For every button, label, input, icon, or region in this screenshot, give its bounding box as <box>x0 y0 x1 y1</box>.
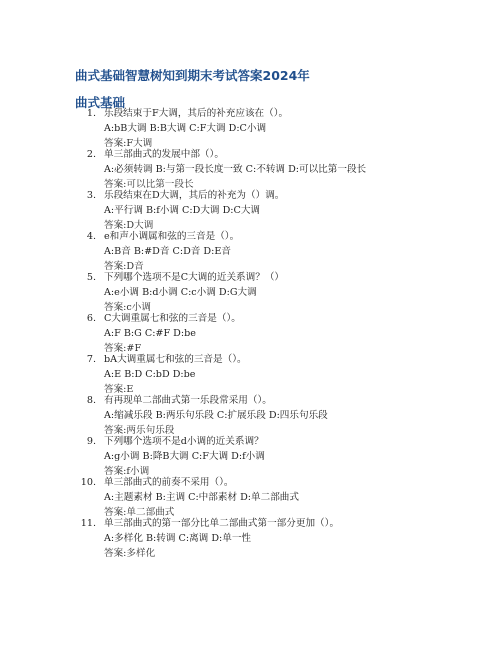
question-item <box>0 475 500 516</box>
question-options: A:主题素材 B:主调 C:中部素材 D:单二部曲式 <box>104 492 299 503</box>
question-list <box>0 106 500 557</box>
question-item <box>0 434 500 475</box>
question-answer: 答案:F大调 <box>104 138 153 149</box>
document-title: 曲式基础智慧树知到期末考试答案2024年 <box>75 68 310 83</box>
question-text: 乐段结束在D大调，其后的补充为（）调。 <box>104 190 285 201</box>
question-number: 6. <box>86 313 96 324</box>
question-options: A:多样化 B:转调 C:离调 D:单一性 <box>104 533 252 544</box>
question-number: 9. <box>86 436 96 447</box>
question-item <box>0 311 500 352</box>
question-number: 5. <box>86 272 96 283</box>
question-options: A:平行调 B:f小调 C:D大调 D:C大调 <box>104 205 261 216</box>
question-text: bA大调重属七和弦的三音是（）。 <box>104 354 247 365</box>
question-number: 4. <box>86 231 96 242</box>
question-text: 乐段结束于F大调，其后的补充应该在（）。 <box>104 108 289 119</box>
question-item <box>0 516 500 557</box>
question-text: 有再现单二部曲式第一乐段常采用（）。 <box>104 395 272 406</box>
question-options: A:F B:G C:#F D:be <box>104 328 196 339</box>
question-item <box>0 147 500 188</box>
question-options: A:e小调 B:d小调 C:c小调 D:G大调 <box>104 287 257 298</box>
question-answer: 答案:#F <box>104 343 142 354</box>
question-options: A:bB大调 B:B大调 C:F大调 D:C小调 <box>104 123 267 134</box>
question-text: 下列哪个选项不是C大调的近关系调？（） <box>104 272 285 283</box>
question-number: 7. <box>86 354 96 365</box>
question-answer: 答案:D音 <box>104 261 144 272</box>
question-number: 10. <box>80 477 96 488</box>
question-text: 单三部曲式的第一部分比单二部曲式第一部分更加（）。 <box>104 518 340 529</box>
question-number: 8. <box>86 395 96 406</box>
question-text: C大调重属七和弦的三音是（）。 <box>104 313 241 324</box>
question-item <box>0 106 500 147</box>
question-item <box>0 270 500 311</box>
question-item <box>0 393 500 434</box>
question-number: 3. <box>86 190 96 201</box>
question-text: 单三部曲式的发展中部（）。 <box>104 149 224 160</box>
question-number: 11. <box>80 518 96 529</box>
question-answer: 答案:f小调 <box>104 466 150 477</box>
question-answer: 答案:多样化 <box>104 548 156 559</box>
question-text: 单三部曲式的前奏不采用（）。 <box>104 477 234 488</box>
question-answer: 答案:两乐句乐段 <box>104 425 175 436</box>
question-answer: 答案:E <box>104 384 134 395</box>
question-number: 2. <box>86 149 96 160</box>
question-options: A:E B:D C:bD D:be <box>104 369 196 380</box>
question-item <box>0 352 500 393</box>
question-options: A:缩减乐段 B:两乐句乐段 C:扩展乐段 D:四乐句乐段 <box>104 410 328 421</box>
question-answer: 答案:D大调 <box>104 220 154 231</box>
section-heading: 曲式基础 <box>75 95 126 110</box>
question-text: 下列哪个选项不是d小调的近关系调？ <box>104 436 264 447</box>
question-number: 1. <box>86 108 96 119</box>
question-options: A:必须转调 B:与第一段长度一致 C:不转调 D:可以比第一段长 <box>104 164 367 175</box>
question-answer: 答案:c小调 <box>104 302 151 313</box>
question-item <box>0 188 500 229</box>
question-options: A:g小调 B:降B大调 C:F大调 D:f小调 <box>104 451 265 462</box>
question-item <box>0 229 500 270</box>
question-answer: 答案:可以比第一段长 <box>104 179 194 190</box>
question-text: e和声小调属和弦的三音是（）。 <box>104 231 240 242</box>
question-answer: 答案:单二部曲式 <box>104 507 175 518</box>
question-options: A:B音 B:#D音 C:D音 D:E音 <box>104 246 231 257</box>
